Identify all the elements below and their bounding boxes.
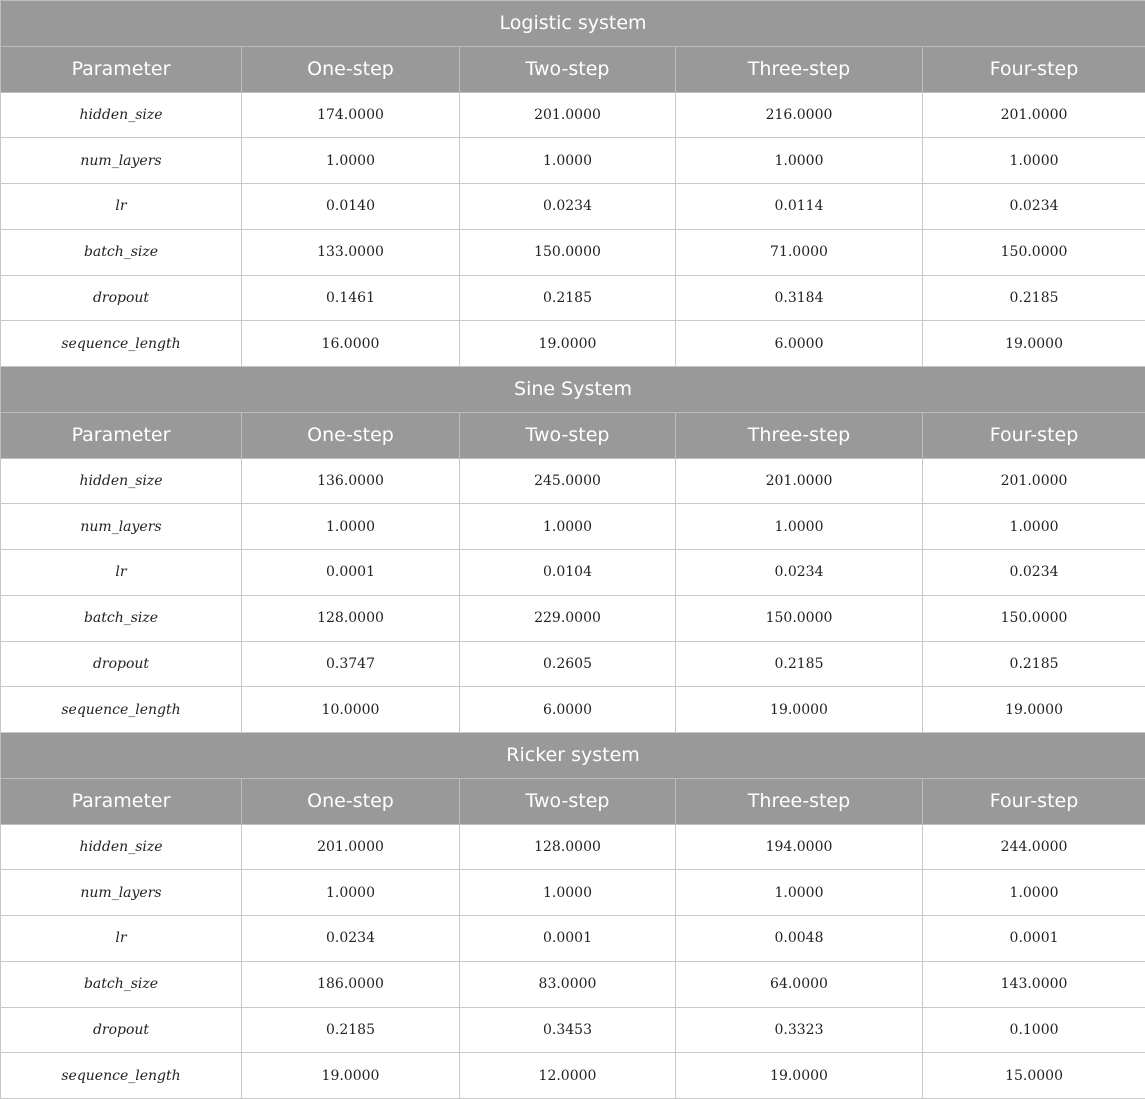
value-cell-three-step: 64.0000 — [676, 961, 923, 1007]
table-row — [1, 275, 1145, 321]
value-cell-one-step: 0.0140 — [242, 184, 460, 230]
value-cell-one-step: 16.0000 — [242, 321, 460, 367]
parameter-name-cell: lr — [1, 550, 242, 596]
table-row — [1, 916, 1145, 962]
value-cell-four-step: 143.0000 — [923, 961, 1145, 1007]
value-cell-one-step: 136.0000 — [242, 458, 460, 504]
value-cell-one-step: 133.0000 — [242, 229, 460, 275]
table-row — [1, 550, 1145, 596]
column-header-parameter: Parameter — [1, 46, 242, 92]
value-cell-four-step: 1.0000 — [923, 870, 1145, 916]
column-header-row — [1, 778, 1145, 824]
parameter-name-cell: num_layers — [1, 138, 242, 184]
value-cell-three-step: 1.0000 — [676, 138, 923, 184]
column-header-row — [1, 46, 1145, 92]
table-row — [1, 870, 1145, 916]
value-cell-one-step: 174.0000 — [242, 92, 460, 138]
value-cell-two-step: 150.0000 — [460, 229, 676, 275]
value-cell-three-step: 0.3184 — [676, 275, 923, 321]
column-header-two-step: Two-step — [460, 412, 676, 458]
value-cell-one-step: 1.0000 — [242, 870, 460, 916]
value-cell-four-step: 1.0000 — [923, 138, 1145, 184]
value-cell-four-step: 0.0234 — [923, 184, 1145, 230]
column-header-four-step: Four-step — [923, 778, 1145, 824]
value-cell-one-step: 0.2185 — [242, 1007, 460, 1053]
table-row — [1, 961, 1145, 1007]
column-header-three-step: Three-step — [676, 778, 923, 824]
value-cell-four-step: 0.2185 — [923, 275, 1145, 321]
value-cell-two-step: 128.0000 — [460, 824, 676, 870]
table-body — [1, 1, 1145, 1099]
section-title: Logistic system — [1, 1, 1145, 47]
table-row — [1, 1007, 1145, 1053]
value-cell-one-step: 1.0000 — [242, 504, 460, 550]
table-row — [1, 92, 1145, 138]
value-cell-one-step: 19.0000 — [242, 1053, 460, 1099]
column-header-four-step: Four-step — [923, 46, 1145, 92]
value-cell-three-step: 0.0114 — [676, 184, 923, 230]
column-header-two-step: Two-step — [460, 778, 676, 824]
parameter-name-cell: hidden_size — [1, 92, 242, 138]
parameter-name-cell: hidden_size — [1, 824, 242, 870]
parameter-name-cell: sequence_length — [1, 321, 242, 367]
value-cell-three-step: 150.0000 — [676, 595, 923, 641]
section-title-row — [1, 1, 1145, 47]
value-cell-four-step: 0.1000 — [923, 1007, 1145, 1053]
column-header-one-step: One-step — [242, 412, 460, 458]
value-cell-two-step: 0.0234 — [460, 184, 676, 230]
parameter-name-cell: dropout — [1, 275, 242, 321]
value-cell-two-step: 245.0000 — [460, 458, 676, 504]
column-header-three-step: Three-step — [676, 412, 923, 458]
value-cell-one-step: 10.0000 — [242, 687, 460, 733]
parameter-name-cell: sequence_length — [1, 687, 242, 733]
column-header-one-step: One-step — [242, 46, 460, 92]
section-title: Ricker system — [1, 733, 1145, 779]
value-cell-one-step: 201.0000 — [242, 824, 460, 870]
table-row — [1, 138, 1145, 184]
value-cell-two-step: 0.2605 — [460, 641, 676, 687]
value-cell-three-step: 0.3323 — [676, 1007, 923, 1053]
parameter-name-cell: num_layers — [1, 870, 242, 916]
parameter-name-cell: dropout — [1, 1007, 242, 1053]
parameter-name-cell: dropout — [1, 641, 242, 687]
value-cell-three-step: 6.0000 — [676, 321, 923, 367]
value-cell-four-step: 0.0234 — [923, 550, 1145, 596]
value-cell-two-step: 0.3453 — [460, 1007, 676, 1053]
parameter-name-cell: batch_size — [1, 961, 242, 1007]
value-cell-one-step: 128.0000 — [242, 595, 460, 641]
value-cell-four-step: 201.0000 — [923, 458, 1145, 504]
value-cell-four-step: 15.0000 — [923, 1053, 1145, 1099]
value-cell-two-step: 1.0000 — [460, 138, 676, 184]
value-cell-two-step: 19.0000 — [460, 321, 676, 367]
value-cell-three-step: 0.0234 — [676, 550, 923, 596]
value-cell-two-step: 12.0000 — [460, 1053, 676, 1099]
value-cell-one-step: 0.0001 — [242, 550, 460, 596]
value-cell-four-step: 1.0000 — [923, 504, 1145, 550]
section-title-row — [1, 733, 1145, 779]
table-row — [1, 184, 1145, 230]
value-cell-three-step: 19.0000 — [676, 687, 923, 733]
value-cell-four-step: 19.0000 — [923, 321, 1145, 367]
parameter-name-cell: sequence_length — [1, 1053, 242, 1099]
value-cell-two-step: 83.0000 — [460, 961, 676, 1007]
parameter-name-cell: lr — [1, 184, 242, 230]
value-cell-two-step: 6.0000 — [460, 687, 676, 733]
table-row — [1, 458, 1145, 504]
value-cell-four-step: 0.2185 — [923, 641, 1145, 687]
value-cell-one-step: 0.3747 — [242, 641, 460, 687]
table-row — [1, 687, 1145, 733]
value-cell-four-step: 0.0001 — [923, 916, 1145, 962]
table-row — [1, 504, 1145, 550]
table-row — [1, 229, 1145, 275]
value-cell-two-step: 0.0001 — [460, 916, 676, 962]
section-title-row — [1, 367, 1145, 413]
value-cell-two-step: 0.2185 — [460, 275, 676, 321]
value-cell-four-step: 150.0000 — [923, 595, 1145, 641]
table-row — [1, 1053, 1145, 1099]
column-header-four-step: Four-step — [923, 412, 1145, 458]
parameter-name-cell: batch_size — [1, 595, 242, 641]
column-header-row — [1, 412, 1145, 458]
value-cell-three-step: 194.0000 — [676, 824, 923, 870]
value-cell-three-step: 0.0048 — [676, 916, 923, 962]
value-cell-four-step: 150.0000 — [923, 229, 1145, 275]
value-cell-two-step: 229.0000 — [460, 595, 676, 641]
value-cell-two-step: 1.0000 — [460, 870, 676, 916]
column-header-one-step: One-step — [242, 778, 460, 824]
value-cell-one-step: 0.0234 — [242, 916, 460, 962]
value-cell-four-step: 201.0000 — [923, 92, 1145, 138]
column-header-parameter: Parameter — [1, 778, 242, 824]
value-cell-two-step: 0.0104 — [460, 550, 676, 596]
value-cell-three-step: 0.2185 — [676, 641, 923, 687]
value-cell-three-step: 1.0000 — [676, 504, 923, 550]
value-cell-one-step: 0.1461 — [242, 275, 460, 321]
value-cell-one-step: 186.0000 — [242, 961, 460, 1007]
column-header-three-step: Three-step — [676, 46, 923, 92]
value-cell-three-step: 1.0000 — [676, 870, 923, 916]
value-cell-three-step: 71.0000 — [676, 229, 923, 275]
column-header-parameter: Parameter — [1, 412, 242, 458]
table-row — [1, 321, 1145, 367]
parameter-name-cell: lr — [1, 916, 242, 962]
value-cell-two-step: 201.0000 — [460, 92, 676, 138]
table-row — [1, 641, 1145, 687]
value-cell-three-step: 19.0000 — [676, 1053, 923, 1099]
value-cell-four-step: 19.0000 — [923, 687, 1145, 733]
table-row — [1, 595, 1145, 641]
value-cell-two-step: 1.0000 — [460, 504, 676, 550]
section-title: Sine System — [1, 367, 1145, 413]
value-cell-four-step: 244.0000 — [923, 824, 1145, 870]
value-cell-one-step: 1.0000 — [242, 138, 460, 184]
table-row — [1, 824, 1145, 870]
column-header-two-step: Two-step — [460, 46, 676, 92]
parameter-name-cell: batch_size — [1, 229, 242, 275]
parameter-name-cell: hidden_size — [1, 458, 242, 504]
value-cell-three-step: 216.0000 — [676, 92, 923, 138]
value-cell-three-step: 201.0000 — [676, 458, 923, 504]
parameter-name-cell: num_layers — [1, 504, 242, 550]
